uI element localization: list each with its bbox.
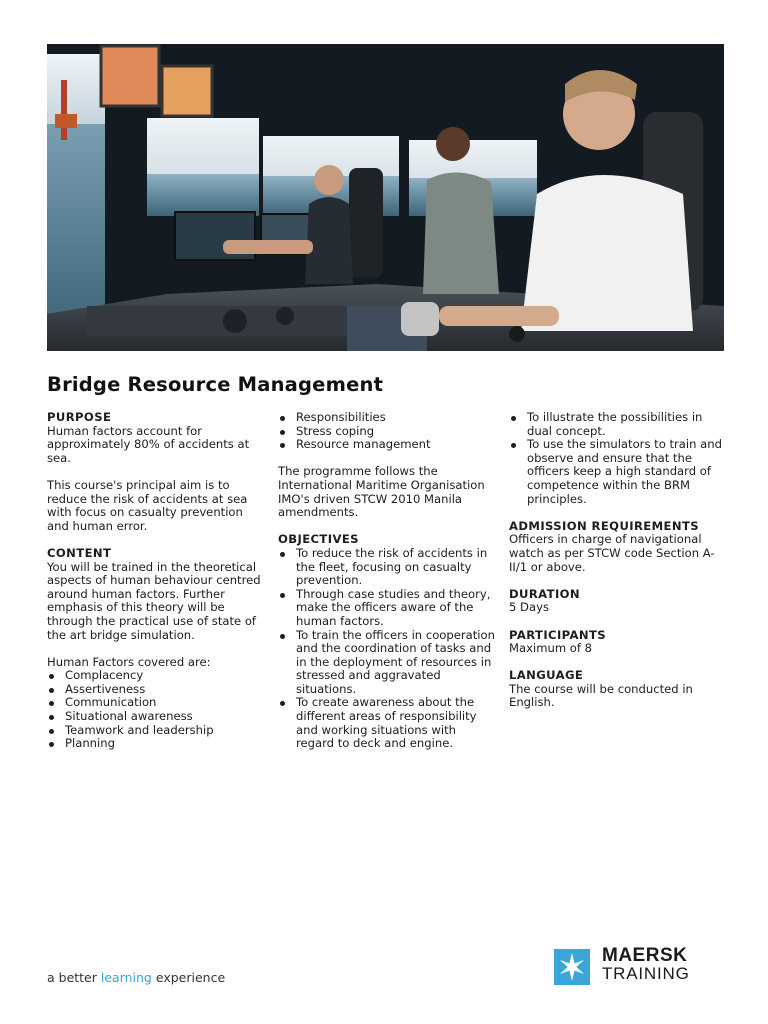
list-item: To illustrate the possibilities in dual concept. — [509, 411, 725, 438]
star-icon — [554, 949, 590, 985]
list-item: To train the officers in cooperation and the coordination of tasks and in the deployment of resources in stressed and aggravated situations. — [278, 629, 496, 697]
human-factors-list-continued — [278, 411, 496, 452]
column-3 — [509, 411, 725, 710]
duration-value: 5 Days — [509, 600, 549, 615]
list-item: Responsibilities — [278, 411, 496, 425]
tagline-text: experience — [151, 970, 226, 985]
content-paragraph: You will be trained in the theoretical aspects of human behaviour centred around human factors. Further emphasis of this theory will be through the practical use of state of the art bridge simulation. — [47, 559, 261, 642]
tagline-text: a better — [47, 970, 101, 985]
list-item: To use the simulators to train and observe and ensure that the officers keep a high standard of competence within the BRM principles. — [509, 438, 725, 506]
admission-paragraph: Officers in charge of navigational watch as per STCW code Section A-II/1 or above. — [509, 532, 715, 574]
list-item: Planning — [47, 737, 262, 751]
purpose-paragraph-2: This course's principal aim is to reduce the risk of accidents at sea with focus on casualty prevention and human error. — [47, 477, 248, 533]
participants-heading: PARTICIPANTS — [509, 627, 607, 642]
list-item: Resource management — [278, 438, 496, 452]
programme-paragraph: The programme follows the International Maritime Organisation IMO's driven STCW 2010 Manila amendments. — [278, 464, 485, 520]
human-factors-list — [47, 669, 262, 751]
list-item: To create awareness about the different areas of responsibility and working situations with regard to deck and engine. — [278, 696, 496, 750]
objectives-heading: OBJECTIVES — [278, 532, 359, 547]
list-item: Teamwork and leadership — [47, 724, 262, 738]
purpose-heading: PURPOSE — [47, 410, 112, 424]
column-1 — [47, 411, 262, 751]
list-item: Stress coping — [278, 425, 496, 439]
list-item: Communication — [47, 696, 262, 710]
maersk-training-logo — [554, 945, 726, 985]
duration-heading: DURATION — [509, 586, 581, 601]
list-item: Assertiveness — [47, 683, 262, 697]
list-item: Complacency — [47, 669, 262, 683]
logo-line-2: TRAINING — [602, 964, 690, 983]
list-item: Through case studies and theory, make the officers aware of the human factors. — [278, 588, 496, 629]
participants-value: Maximum of 8 — [509, 641, 593, 656]
language-heading: LANGUAGE — [509, 668, 584, 683]
column-2 — [278, 411, 496, 751]
admission-heading: ADMISSION REQUIREMENTS — [509, 518, 700, 533]
human-factors-intro: Human Factors covered are: — [47, 654, 211, 669]
page-title: Bridge Resource Management — [47, 373, 384, 396]
content-heading: CONTENT — [47, 545, 112, 560]
footer-tagline — [47, 970, 225, 985]
tagline-highlight: learning — [100, 970, 152, 985]
list-item: To reduce the risk of accidents in the fleet, focusing on casualty prevention. — [278, 547, 496, 588]
objectives-list — [278, 547, 496, 751]
objectives-list-continued — [509, 411, 725, 506]
list-item: Situational awareness — [47, 710, 262, 724]
header-photo-bridge-simulator — [47, 44, 724, 351]
logo-line-1: MAERSK — [602, 945, 688, 966]
language-paragraph: The course will be conducted in English. — [509, 681, 693, 710]
purpose-paragraph-1: Human factors account for approximately 80% of accidents at sea. — [47, 423, 250, 465]
